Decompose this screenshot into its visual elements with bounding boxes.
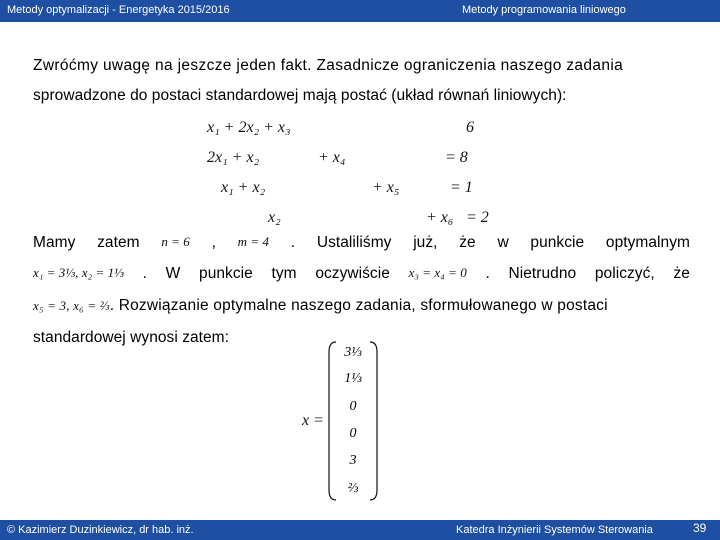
- x1-x2-values: x₁ = 3⅓, x₂ = 1⅓: [33, 265, 124, 280]
- eq4-rhs: = 2: [466, 209, 489, 226]
- x5-x6-values: x₅ = 3, x₆ = ⅔: [33, 298, 110, 313]
- vector-entry: 3: [349, 453, 357, 468]
- x3-x4-values: x₃ = x₄ = 0: [408, 265, 467, 280]
- text-line-4: [33, 265, 690, 283]
- eq3-rhs: = 1: [450, 179, 473, 196]
- text-line-6: standardowej wynosi zatem:: [33, 329, 230, 346]
- text-line-3: [33, 234, 690, 252]
- word: już,: [413, 234, 438, 251]
- vector-brackets: [326, 340, 380, 502]
- period: .: [142, 265, 147, 282]
- vector-entry: 0: [349, 426, 357, 441]
- word: zatem: [97, 234, 140, 251]
- rozwiazanie-text: . Rozwiązanie optymalne naszego zadania, sformułowanego w postaci: [109, 297, 608, 314]
- eq4-mid: + x₆: [426, 209, 454, 226]
- eq1-rhs: 6: [466, 119, 474, 136]
- word: policzyć,: [594, 265, 655, 282]
- eq3-lhs: x₁ + x₂: [221, 179, 266, 196]
- vector-entry: ⅔: [347, 481, 359, 496]
- comma: ,: [211, 234, 216, 251]
- period: .: [290, 234, 296, 251]
- word: punkcie: [530, 234, 585, 251]
- section-title: Metody programowania liniowego: [462, 4, 626, 16]
- period: .: [485, 265, 490, 282]
- eq3-mid: + x₅: [372, 179, 400, 196]
- eq2-rhs: = 8: [445, 149, 468, 166]
- solution-label: x =: [302, 412, 324, 429]
- footer-bar: [0, 520, 720, 540]
- eq1-lhs: x₁ + 2x₂ + x₃: [207, 119, 291, 136]
- text-line-2: sprowadzone do postaci standardowej mają postać (układ równań liniowych):: [33, 87, 567, 104]
- word: oczywiście: [315, 265, 390, 282]
- footer-department: Katedra Inżynierii Systemów Sterowania: [456, 524, 653, 536]
- vector-entry: 3⅓: [344, 345, 362, 360]
- word: że: [673, 265, 690, 282]
- text-line-5: [33, 297, 690, 315]
- word: tym: [271, 265, 297, 282]
- text-line-1: Zwróćmy uwagę na jeszcze jeden fakt. Zasadnicze ograniczenia naszego zadania: [33, 57, 624, 74]
- word: punkcie: [199, 265, 253, 282]
- vector-entry: 0: [349, 399, 357, 414]
- eq2-lhs: 2x₁ + x₂: [207, 149, 260, 166]
- word: Ustaliliśmy: [316, 234, 392, 251]
- word: Nietrudno: [508, 265, 577, 282]
- n-equation: n = 6: [161, 234, 190, 249]
- eq2-mid: + x₄: [318, 149, 346, 166]
- m-equation: m = 4: [237, 234, 270, 249]
- word: W: [165, 265, 181, 282]
- vector-entry: 1⅓: [344, 371, 362, 386]
- word: w: [497, 234, 509, 251]
- course-title: Metody optymalizacji - Energetyka 2015/2016: [7, 4, 230, 16]
- header-bar: [0, 0, 720, 22]
- word: że: [459, 234, 476, 251]
- eq4-lhs: x₂: [268, 209, 281, 226]
- page-number: 39: [693, 521, 707, 535]
- footer-author: © Kazimierz Duzinkiewicz, dr hab. inż.: [7, 524, 194, 536]
- word: optymalnym: [605, 234, 690, 251]
- word: Mamy: [33, 234, 76, 251]
